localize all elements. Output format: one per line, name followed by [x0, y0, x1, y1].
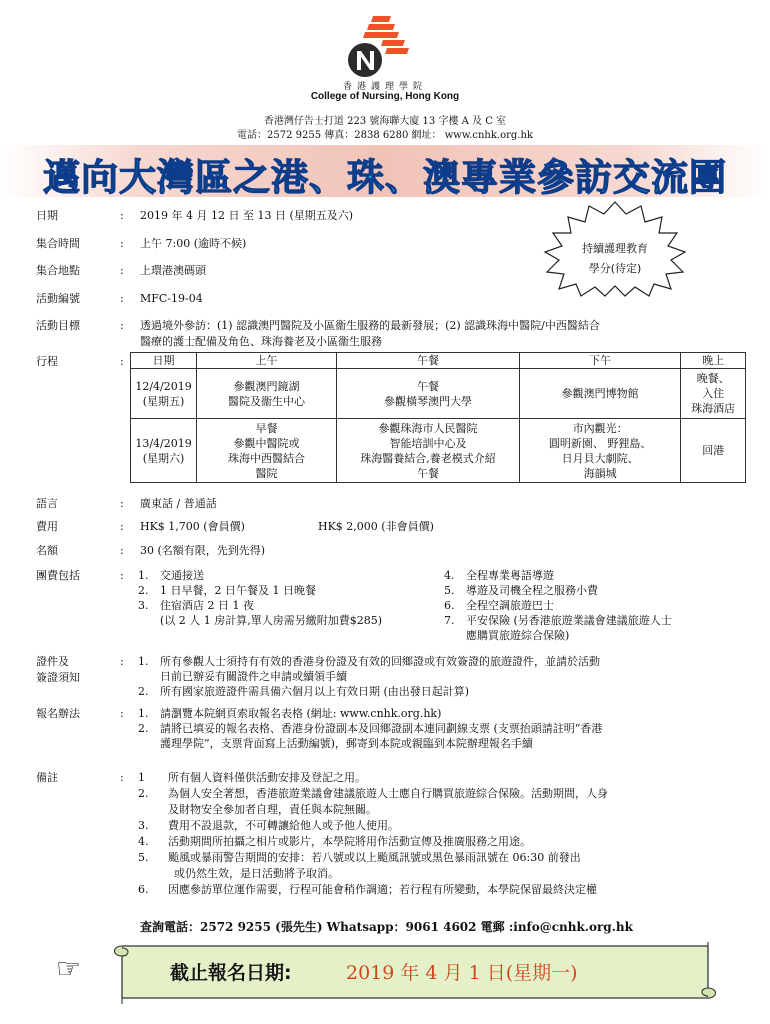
- column-header: 晚上: [681, 353, 746, 369]
- column-header: 上午: [197, 353, 337, 369]
- documents-list: [138, 654, 764, 699]
- school-name-chinese: 香港護理學院: [342, 82, 427, 92]
- list-item: 2. 請將已填妥的報名表格、香港身份證副本及回鄉證副本連同劃線支票 (支票抬頭請註明“香港: [138, 722, 603, 735]
- registration-list: [138, 706, 764, 751]
- list-item: 及財物安全參加者自理，責任與本院無關。: [168, 803, 377, 816]
- itinerary-row: [131, 369, 746, 419]
- itinerary-am-cell: 參觀澳門鏡湖 醫院及衞生中心: [197, 369, 337, 419]
- includes-list-right: [444, 568, 764, 643]
- info-label: 集合時間: [36, 237, 80, 250]
- itinerary-date-cell: 12/4/2019 (星期五): [131, 369, 197, 419]
- itinerary-lunch-cell: 午餐 參觀橫琴澳門大學: [336, 369, 519, 419]
- itinerary-pm-cell: 市內觀光： 圓明新園、 野狸島、 日月貝大劇院、 海韻城: [519, 419, 680, 483]
- info-label: 日期: [36, 209, 58, 222]
- info-value: 30 (名額有限，先到先得): [140, 544, 266, 557]
- fee-member: HK$ 1,700 (會員價): [140, 520, 245, 533]
- info-label: 名額: [36, 544, 58, 557]
- deadline-label: 截止報名日期:: [170, 962, 292, 984]
- column-header: 下午: [519, 353, 680, 369]
- college-logo-icon: [343, 14, 413, 80]
- column-header: 午餐: [336, 353, 519, 369]
- itinerary-row: [131, 419, 746, 483]
- itinerary-lunch-cell: 參觀珠海市人民醫院 智能培訓中心及 珠海醫養結合,養老模式介紹 午餐: [336, 419, 519, 483]
- list-item: 1. 所有參觀人士須持有有效的香港身份證及有效的回鄉證或有效簽證的旅遊證件，並請於活動: [138, 655, 600, 668]
- school-name-english: College of Nursing, Hong Kong: [310, 91, 460, 102]
- column-header: 日期: [131, 353, 197, 369]
- list-item: 4. 全程專業粵語導遊: [444, 569, 554, 582]
- itinerary-evening-cell: 晚餐、 入住 珠海酒店: [681, 369, 746, 419]
- info-label: 簽證須知: [36, 671, 80, 684]
- info-value: 上環港澳碼頭: [140, 264, 206, 277]
- list-item: 5. 颱風或暴雨警告期間的安排：若八號或以上颱風訊號或黑色暴雨訊號在 06:30 前發出: [138, 851, 581, 864]
- cpd-badge-line1: 持續護理教育: [582, 242, 648, 255]
- event-title: 邁向大灣區之港、珠、澳專業參訪交流團: [43, 156, 727, 199]
- info-label: 備註: [36, 771, 58, 784]
- info-value: 上午 7:00 (逾時不候): [140, 237, 247, 250]
- info-value: 透過境外參訪：(1) 認識澳門醫院及小區衞生服務的最新發展；(2) 認識珠海中醫院/中西醫結合: [140, 319, 600, 332]
- fee-nonmember: HK$ 2,000 (非會員價): [318, 520, 434, 533]
- itinerary-pm-cell: 參觀澳門博物館: [519, 369, 680, 419]
- includes-list-left: [138, 568, 438, 628]
- info-label: 費用: [36, 520, 58, 533]
- pointing-hand-icon: ☞: [56, 952, 82, 985]
- list-item: 3. 費用不設退款，不可轉讓給他人或予他人使用。: [138, 819, 399, 832]
- list-item: 2. 所有國家旅遊證件需具備六個月以上有效日期 (由出發日起計算): [138, 685, 470, 698]
- itinerary-table: [130, 352, 746, 483]
- title-banner: [0, 145, 770, 197]
- list-item: 4. 活動期間所拍攝之相片或影片，本學院將用作活動宣傳及推廣服務之用途。: [138, 835, 531, 848]
- itinerary-am-cell: 早餐 參觀中醫院或 珠海中西醫結合 醫院: [197, 419, 337, 483]
- list-item: 護理學院”，支票背面寫上活動編號)，郵寄到本院或親臨到本院辦理報名手續: [160, 737, 533, 750]
- cpd-badge-line2: 學分(待定): [588, 262, 642, 275]
- remarks-list: [138, 770, 764, 898]
- school-contact: 電話：2572 9255 傳真：2838 6280 網址： www.cnhk.org.hk: [237, 130, 533, 141]
- school-address: 香港灣仔告士打道 223 號海聯大廈 13 字樓 A 及 C 室: [263, 116, 507, 127]
- list-item: 6. 全程空調旅遊巴士: [444, 599, 554, 612]
- list-item: 2. 1 日早餐，2 日午餐及 1 日晚餐: [138, 584, 316, 597]
- list-item: 1. 交通接送: [138, 569, 204, 582]
- list-item: 1 所有個人資料僅供活動安排及登記之用。: [138, 771, 366, 784]
- info-label: 團費包括: [36, 569, 80, 582]
- list-item: 應購買旅遊綜合保險): [466, 629, 570, 642]
- list-item: 7. 平安保險 (另香港旅遊業議會建議旅遊人士: [444, 614, 672, 627]
- info-value: 廣東話 / 普通話: [140, 497, 217, 510]
- enquiry-contact: 查詢電話：2572 9255 (張先生) Whatsapp：9061 4602 電郵 :info@cnhk.org.hk: [140, 920, 633, 934]
- info-label: 集合地點: [36, 264, 80, 277]
- list-item: 或仍然生效，是日活動將予取消。: [174, 867, 339, 880]
- deadline-date: 2019 年 4 月 1 日(星期一): [346, 962, 578, 984]
- info-label: 證件及: [36, 655, 69, 668]
- info-value-continued: 醫療的護士配備及角色、珠海養老及小區衞生服務: [140, 335, 382, 348]
- list-item: 2. 為個人安全著想，香港旅遊業議會建議旅遊人士應自行購買旅遊綜合保險。活動期間，人身: [138, 787, 608, 800]
- list-item: 1. 請瀏覽本院網頁索取報名表格 (網址: www.cnhk.org.hk): [138, 707, 442, 720]
- itinerary-header-row: [131, 353, 746, 369]
- list-item: (以 2 人 1 房計算,單人房需另繳附加費$285): [160, 614, 383, 627]
- list-item: 日前已辦妥有關證件之申請或續領手續: [160, 670, 347, 683]
- list-item: 3. 住宿酒店 2 日 1 夜: [138, 599, 254, 612]
- itinerary-date-cell: 13/4/2019 (星期六): [131, 419, 197, 483]
- info-label: 活動目標: [36, 319, 80, 332]
- itinerary-label: 行程: [36, 355, 58, 368]
- letterhead: [0, 0, 770, 150]
- list-item: 5. 導遊及司機全程之服務小費: [444, 584, 598, 597]
- info-value: MFC-19-04: [140, 292, 203, 305]
- itinerary-evening-cell: 回港: [681, 419, 746, 483]
- info-label: 語言: [36, 497, 58, 510]
- info-label: 活動編號: [36, 292, 80, 305]
- list-item: 6. 因應參訪單位運作需要，行程可能會稍作調適；若行程有所變動，本學院保留最終決定權: [138, 883, 597, 896]
- info-value: 2019 年 4 月 12 日 至 13 日 (星期五及六): [140, 209, 354, 222]
- info-label: 報名辦法: [36, 707, 80, 720]
